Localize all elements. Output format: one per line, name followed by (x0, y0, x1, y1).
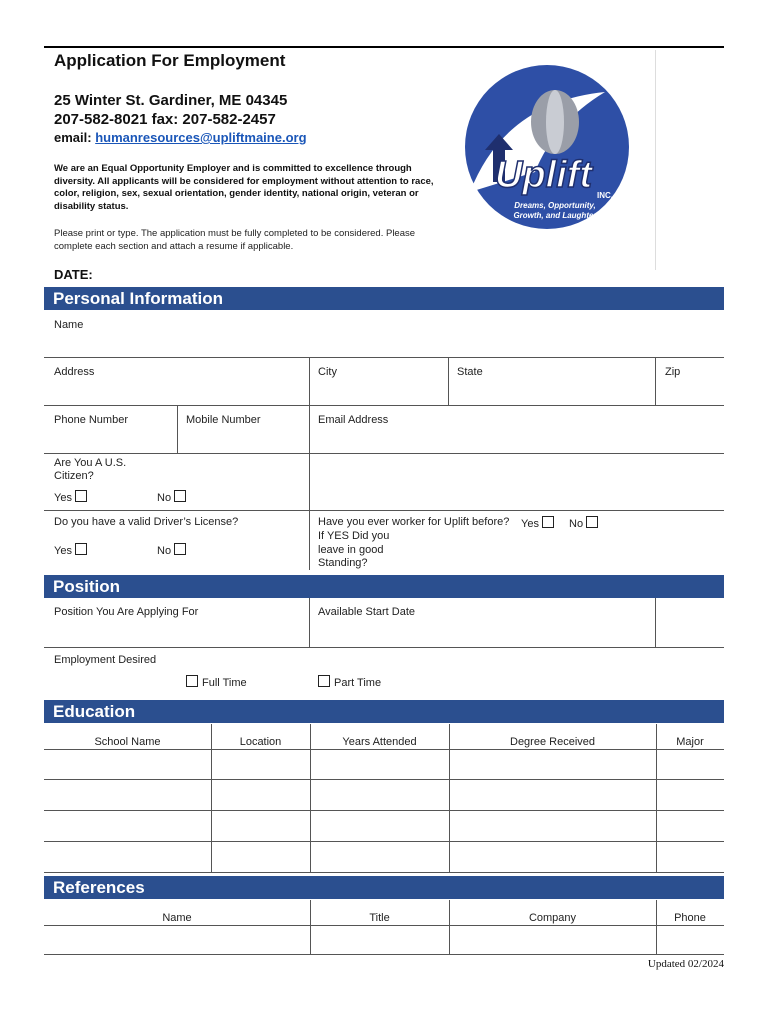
divider (656, 900, 657, 954)
divider (655, 598, 656, 647)
divider (211, 724, 212, 872)
email-link[interactable]: humanresources@upliftmaine.org (95, 130, 307, 145)
name-label: Name (54, 319, 84, 331)
table-row (44, 954, 724, 955)
uplift-logo (455, 62, 640, 232)
section-position: Position (44, 575, 724, 598)
table-row (44, 749, 724, 750)
eeo-statement: We are an Equal Opportunity Employer and is committed to excellence through diversity. All applicants will be considered for employment without attention to race, color, religion, sex, sexual orientation, gender identity, national origin, veteran or disability status. (54, 163, 434, 212)
citizen-yes-checkbox[interactable] (75, 490, 87, 502)
logo-tagline-2: Growth, and Laughter (513, 211, 597, 220)
state-label: State (457, 366, 483, 378)
start-date-label: Available Start Date (318, 606, 416, 618)
citizen-no (157, 490, 186, 504)
divider (309, 405, 310, 453)
divider (44, 647, 724, 648)
edu-col-degree: Degree Received (510, 736, 595, 748)
divider (310, 724, 311, 872)
mobile-label: Mobile Number (186, 414, 261, 426)
divider (44, 453, 724, 454)
no-label: No (569, 518, 584, 530)
divider (44, 510, 724, 511)
email-address-label: Email Address (318, 414, 389, 426)
yes-label: Yes (54, 492, 72, 504)
date-label: DATE: (54, 267, 93, 282)
edu-col-school: School Name (94, 736, 161, 748)
table-row (44, 841, 724, 842)
part-time-checkbox[interactable] (318, 675, 330, 687)
header-divider (655, 50, 656, 270)
divider (656, 724, 657, 872)
divider (177, 405, 178, 453)
address-label: Address (54, 366, 95, 378)
yes-label: Yes (521, 518, 539, 530)
good-standing-label: If YES Did you leave in good Standing? (318, 530, 390, 569)
citizen-label: Are You A U.S. Citizen? (54, 457, 127, 482)
citizen-yes (54, 490, 87, 504)
logo-tagline-1: Dreams, Opportunity, (514, 201, 596, 210)
position-applying-label: Position You Are Applying For (54, 606, 199, 618)
email-label: email: (54, 130, 96, 145)
license-yes (54, 543, 87, 557)
page-title: Application For Employment (54, 51, 286, 70)
divider (44, 357, 724, 358)
updated-date: Updated 02/2024 (647, 958, 724, 970)
phone-fax-line: 207-582-8021 fax: 207-582-2457 (54, 111, 276, 128)
yes-label: Yes (54, 545, 72, 557)
table-row (44, 779, 724, 780)
full-time-option (186, 675, 247, 689)
divider (310, 900, 311, 954)
no-label: No (157, 545, 172, 557)
divider (448, 357, 449, 405)
zip-label: Zip (665, 366, 681, 378)
ref-col-phone: Phone (674, 912, 706, 924)
divider (309, 357, 310, 405)
worked-before-label: Have you ever worker for Uplift before? (318, 516, 510, 528)
no-label: No (157, 492, 172, 504)
table-row (44, 925, 724, 926)
phone-label: Phone Number (54, 414, 128, 426)
instructions: Please print or type. The application must be fully completed to be considered. Please complete each section and attach a resume if applicable. (54, 228, 416, 252)
divider (309, 453, 310, 510)
edu-col-major: Major (676, 736, 704, 748)
divider (309, 598, 310, 647)
divider (309, 510, 310, 570)
divider (44, 405, 724, 406)
worked-no (569, 516, 598, 530)
license-no (157, 543, 186, 557)
license-yes-checkbox[interactable] (75, 543, 87, 555)
section-personal-information: Personal Information (44, 287, 724, 310)
divider (449, 724, 450, 872)
section-references: References (44, 876, 724, 899)
worked-yes-checkbox[interactable] (542, 516, 554, 528)
worked-yes (521, 516, 554, 530)
table-row (44, 810, 724, 811)
logo-wordmark: Uplift (495, 154, 593, 196)
full-time-label: Full Time (202, 677, 247, 689)
top-rule (44, 46, 724, 48)
section-education: Education (44, 700, 724, 723)
divider (449, 900, 450, 954)
edu-col-location: Location (239, 736, 282, 748)
ref-col-company: Company (528, 912, 577, 924)
city-label: City (318, 366, 337, 378)
part-time-option (318, 675, 381, 689)
employment-desired-label: Employment Desired (54, 654, 157, 666)
logo-inc: INC. (597, 191, 613, 200)
part-time-label: Part Time (334, 677, 382, 689)
full-time-checkbox[interactable] (186, 675, 198, 687)
ref-col-title: Title (369, 912, 390, 924)
license-no-checkbox[interactable] (174, 543, 186, 555)
worked-no-checkbox[interactable] (586, 516, 598, 528)
balloon-stripe (546, 90, 564, 154)
name-field[interactable] (44, 313, 724, 355)
edu-col-years: Years Attended (342, 736, 417, 748)
address-line: 25 Winter St. Gardiner, ME 04345 (54, 92, 288, 109)
citizen-no-checkbox[interactable] (174, 490, 186, 502)
email-line (54, 130, 307, 145)
table-row (44, 872, 724, 873)
license-label: Do you have a valid Driver’s License? (54, 516, 239, 528)
ref-col-name: Name (162, 912, 192, 924)
divider (655, 357, 656, 405)
